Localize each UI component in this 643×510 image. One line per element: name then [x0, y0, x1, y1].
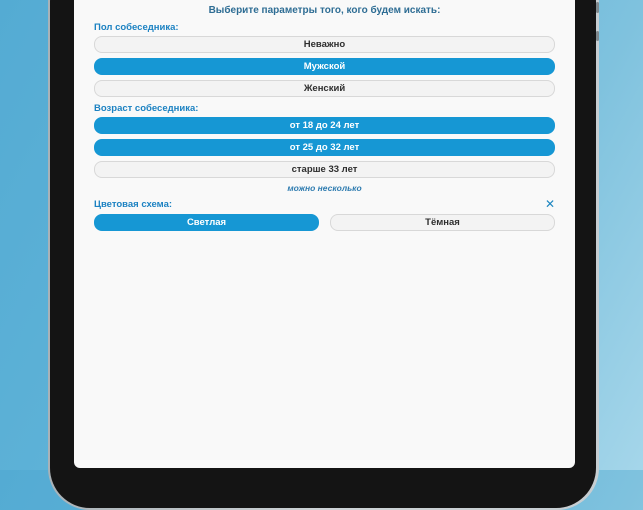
tablet-screen — [74, 0, 575, 468]
theme-section-label: Цветовая схема: — [94, 199, 173, 210]
volume-up-button — [596, 2, 599, 13]
theme-option-light[interactable]: Светлая — [94, 214, 319, 231]
page-title: Выберите параметры того, кого будем искать: — [208, 5, 441, 16]
age-option-33-plus[interactable]: старше 33 лет — [94, 161, 555, 178]
age-option-18-24[interactable]: от 18 до 24 лет — [94, 117, 555, 134]
search-parameters-panel — [74, 2, 575, 231]
tablet-bezel — [50, 0, 596, 508]
gender-section-label: Пол собеседника: — [94, 22, 179, 33]
volume-down-button — [596, 31, 599, 41]
age-option-25-32[interactable]: от 25 до 32 лет — [94, 139, 555, 156]
multi-select-hint: можно несколько — [287, 183, 362, 193]
tablet-device — [48, 0, 599, 510]
age-section-label: Возраст собеседника: — [94, 103, 199, 114]
gender-option-any[interactable]: Неважно — [94, 36, 555, 53]
theme-option-dark[interactable]: Тёмная — [330, 214, 555, 231]
close-icon[interactable]: ✕ — [544, 197, 555, 211]
gender-option-female[interactable]: Женский — [94, 80, 555, 97]
gender-option-male[interactable]: Мужской — [94, 58, 555, 75]
